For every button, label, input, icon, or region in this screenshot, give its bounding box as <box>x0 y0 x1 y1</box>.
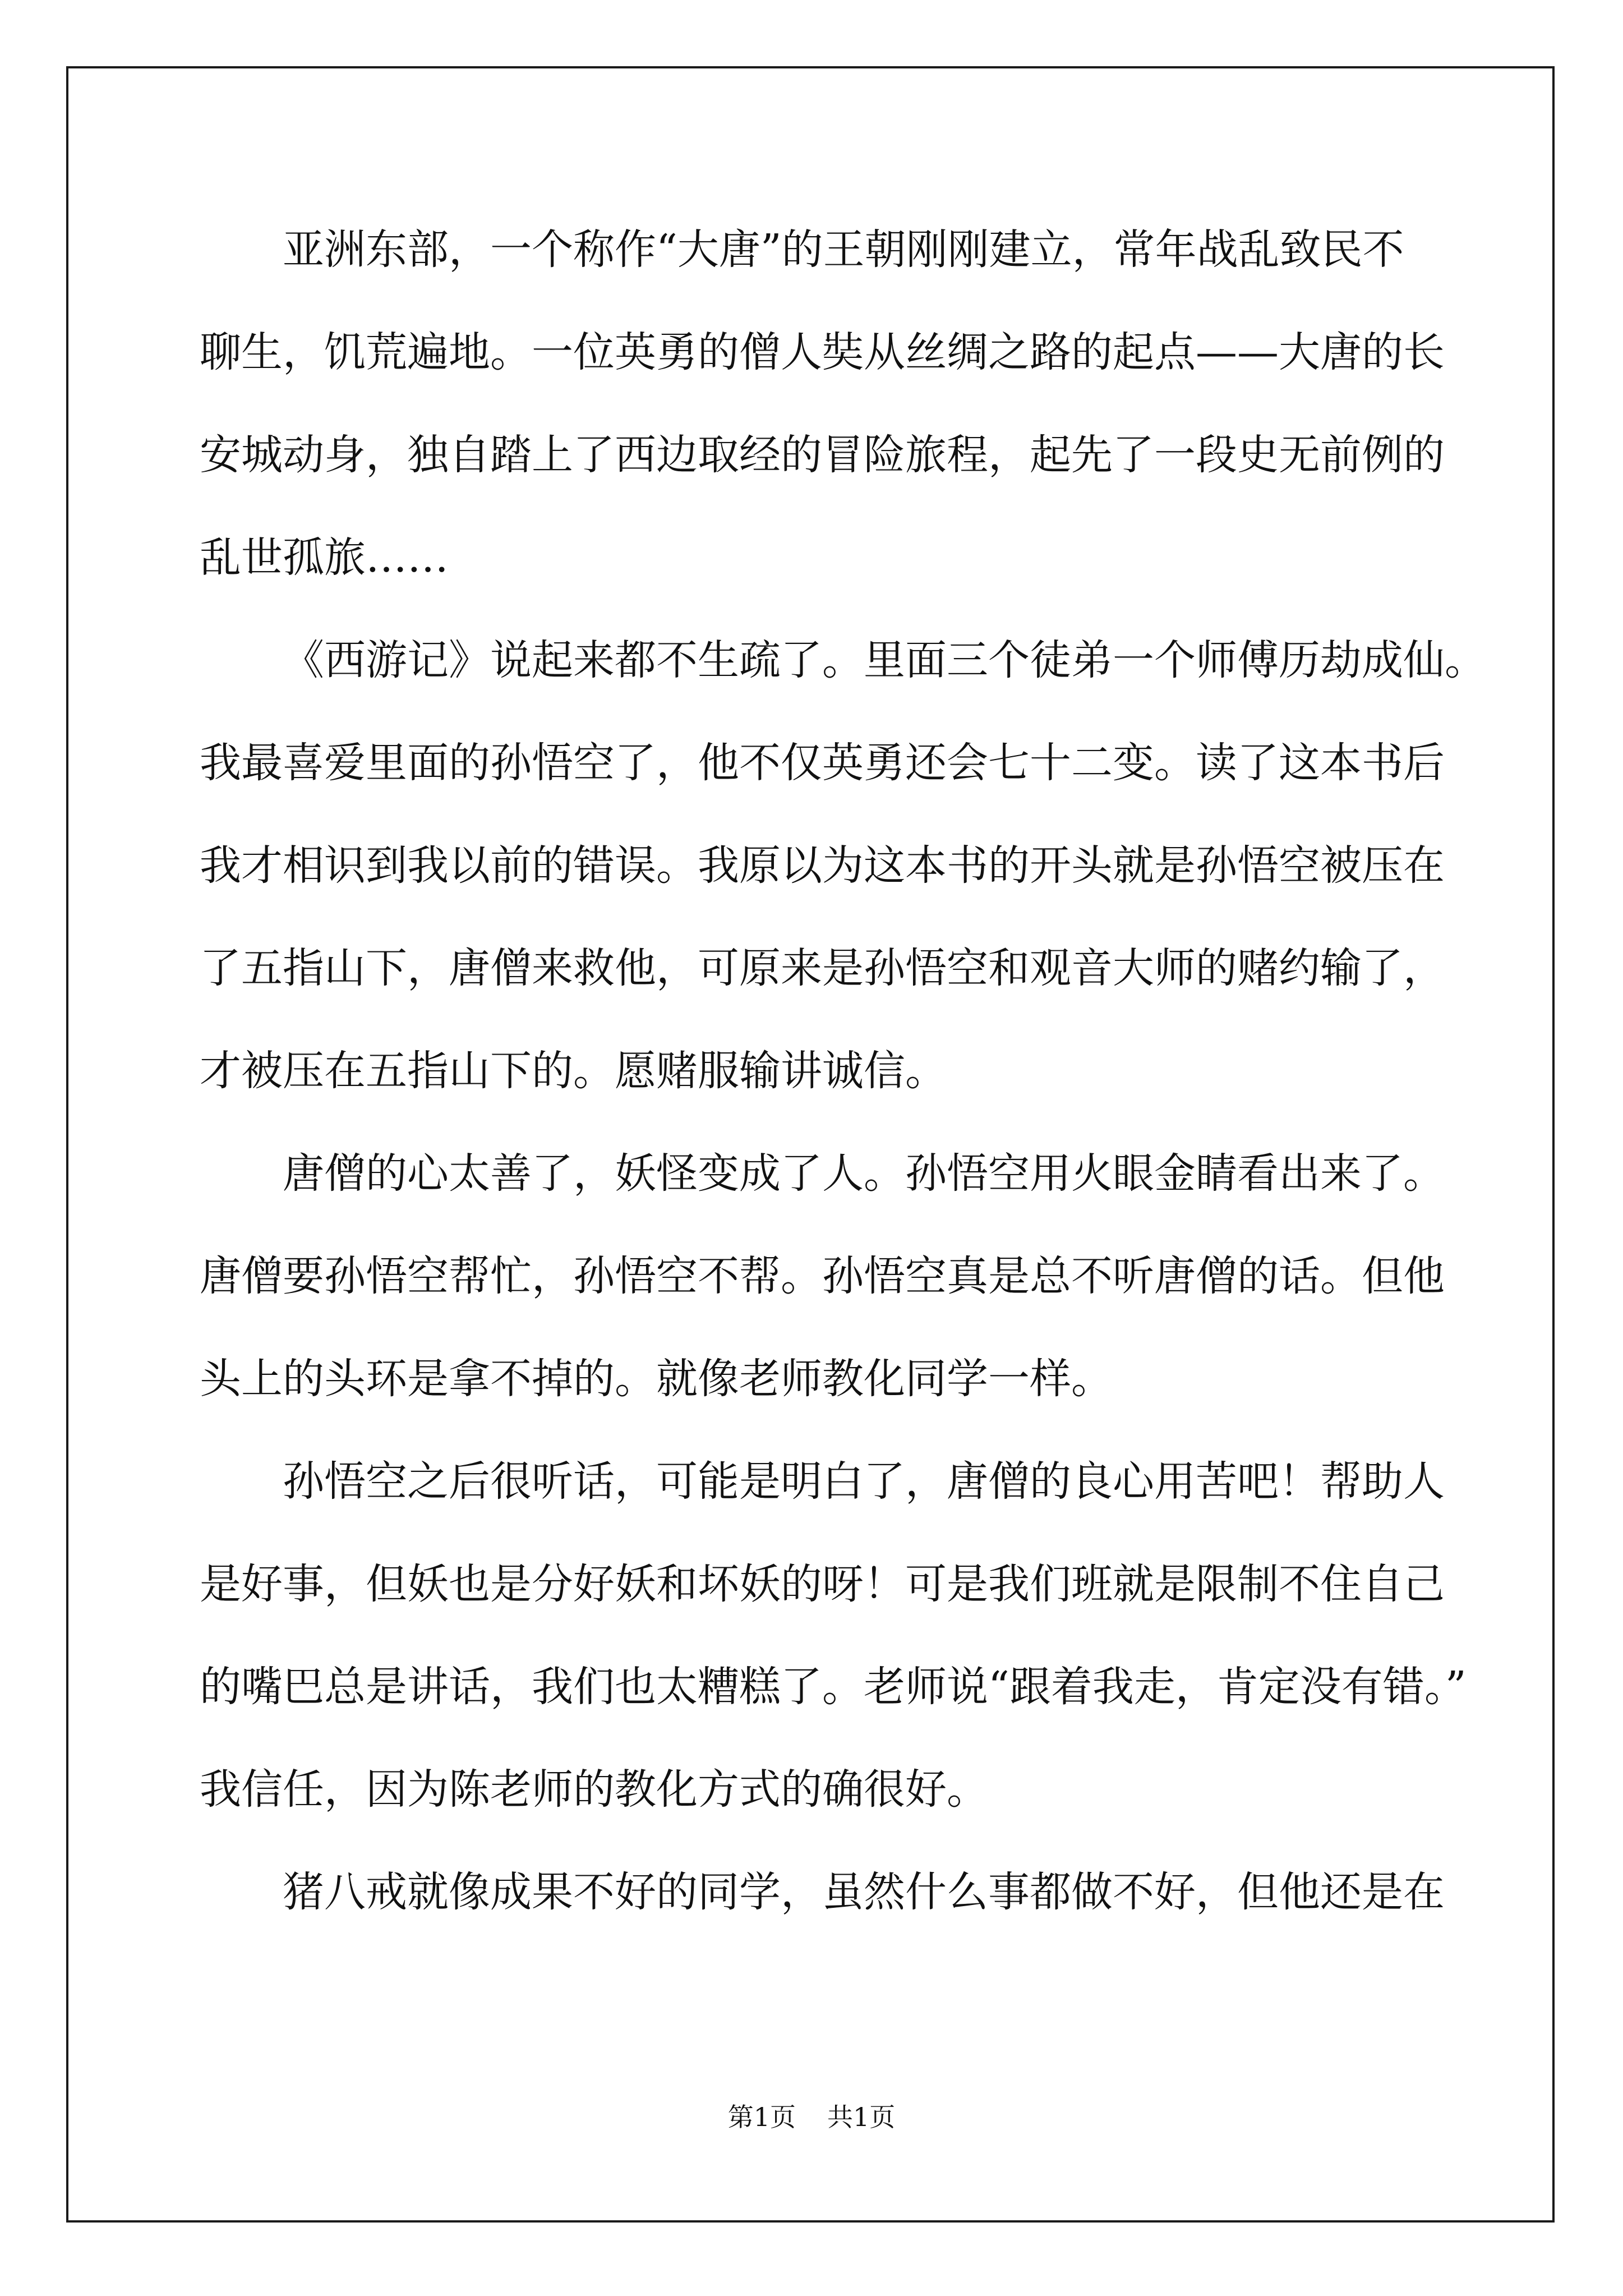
paragraph-2-line-3: 我才相识到我以前的错误。我原以为这本书的开头就是孙悟空被压在 <box>200 841 1445 890</box>
paragraph-4-line-3: 的嘴巴总是讲话，我们也太糟糕了。老师说“跟着我走，肯定没有错。” <box>200 1663 1467 1711</box>
paragraph-3-line-3: 头上的头环是拿不掉的。就像老师教化同学一样。 <box>200 1355 1113 1403</box>
paragraph-2-line-2: 我最喜爱里面的孙悟空了，他不仅英勇还会七十二变。读了这本书后 <box>200 739 1445 787</box>
paragraph-1-line-3: 安城动身，独自踏上了西边取经的冒险旅程，起先了一段史无前例的 <box>200 431 1445 479</box>
paragraph-1-line-2: 聊生，饥荒遍地。一位英勇的僧人奘从丝绸之路的起点——大唐的长 <box>200 328 1445 376</box>
paragraph-3-line-2: 唐僧要孙悟空帮忙，孙悟空不帮。孙悟空真是总不听唐僧的话。但他 <box>200 1252 1445 1300</box>
paragraph-1-line-4: 乱世孤旅…… <box>200 533 449 582</box>
page-number-current: 第1页 <box>727 2102 796 2132</box>
page-footer <box>0 2100 1623 2134</box>
paragraph-4-line-4: 我信任，因为陈老师的教化方式的确很好。 <box>200 1765 988 1814</box>
paragraph-1-line-1: 亚洲东部，一个称作“大唐”的王朝刚刚建立，常年战乱致民不 <box>283 226 1404 274</box>
page-number-total: 共1页 <box>827 2102 896 2132</box>
paragraph-4-line-1: 孙悟空之后很听话，可能是明白了，唐僧的良心用苦吧！帮助人 <box>283 1457 1445 1506</box>
paragraph-2-line-1: 《西游记》说起来都不生疏了。里面三个徒弟一个师傅历劫成仙。 <box>283 636 1486 684</box>
paragraph-5-line-1: 猪八戒就像成果不好的同学，虽然什么事都做不好，但他还是在 <box>283 1868 1445 1916</box>
paragraph-3-line-1: 唐僧的心太善了，妖怪变成了人。孙悟空用火眼金睛看出来了。 <box>283 1149 1445 1198</box>
paragraph-4-line-2: 是好事，但妖也是分好妖和坏妖的呀！可是我们班就是限制不住自己 <box>200 1560 1445 1608</box>
paragraph-2-line-4: 了五指山下，唐僧来救他，可原来是孙悟空和观音大师的赌约输了， <box>200 944 1445 992</box>
paragraph-2-line-5: 才被压在五指山下的。愿赌服输讲诚信。 <box>200 1047 947 1095</box>
